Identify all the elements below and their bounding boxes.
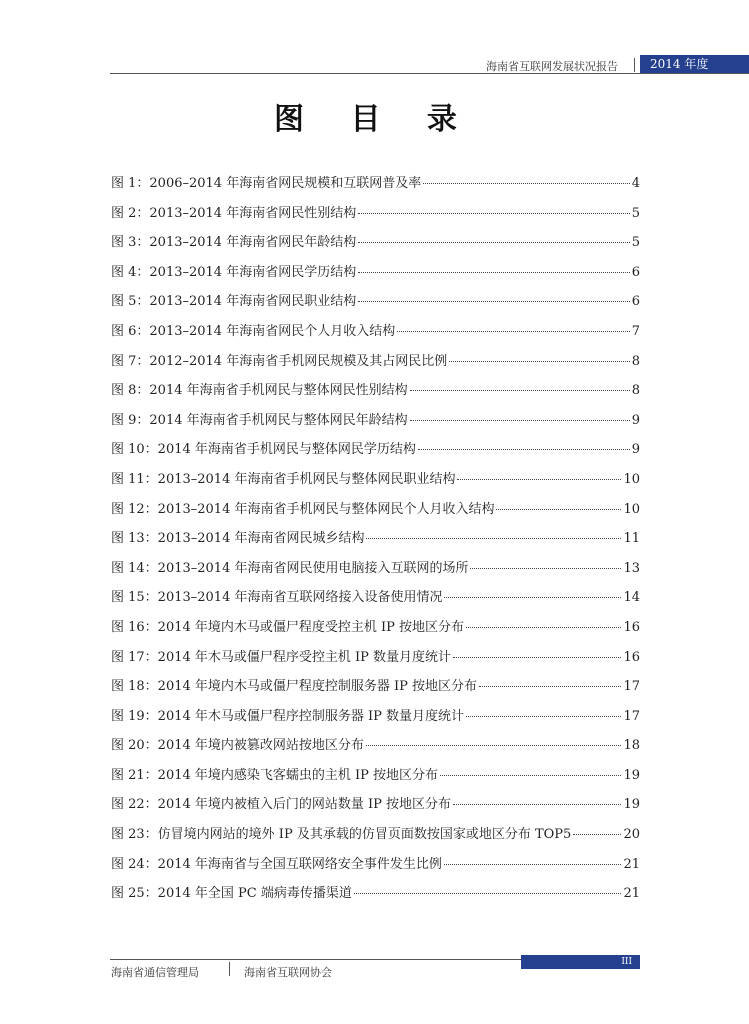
toc-entry-page: 5 (631, 235, 640, 251)
toc-entry-label: 图 21：2014 年境内感染飞客蠕虫的主机 IP 按地区分布 (111, 767, 439, 783)
toc-entry-label: 图 7：2012–2014 年海南省手机网民规模及其占网民比例 (111, 353, 448, 369)
toc-entry-label: 图 12：2013–2014 年海南省手机网民与整体网民个人月收入结构 (111, 501, 495, 517)
toc-entry-page: 19 (623, 797, 640, 813)
footer-separator (229, 962, 230, 976)
toc-entry[interactable] (111, 675, 640, 705)
toc-entry-page: 21 (623, 856, 640, 872)
toc-entry[interactable] (111, 231, 640, 261)
toc-entry-label: 图 17：2014 年木马或僵尸程序受控主机 IP 数量月度统计 (111, 649, 452, 665)
toc-entry-page: 10 (623, 501, 640, 517)
toc-entry-page: 8 (631, 383, 640, 399)
toc-dot-leader (358, 301, 630, 302)
toc-dot-leader (453, 657, 621, 658)
toc-entry[interactable] (111, 646, 640, 676)
toc-dot-leader (410, 420, 630, 421)
toc-entry-page: 9 (631, 442, 640, 458)
toc-entry-label: 图 1：2006–2014 年海南省网民规模和互联网普及率 (111, 176, 422, 191)
toc-dot-leader (354, 893, 622, 894)
toc-entry-page: 5 (631, 205, 640, 221)
toc-dot-leader (573, 834, 621, 835)
toc-entry[interactable] (111, 468, 640, 498)
footer-org-internet-association: 海南省互联网协会 (244, 966, 332, 979)
toc-entry[interactable] (111, 409, 640, 439)
toc-entry-page: 14 (623, 590, 640, 606)
toc-dot-leader (358, 213, 630, 214)
toc-entry[interactable] (111, 261, 640, 291)
toc-entry[interactable] (111, 764, 640, 794)
toc-entry[interactable] (111, 616, 640, 646)
footer-org-telecom: 海南省通信管理局 (111, 966, 199, 979)
toc-entry-page: 7 (631, 323, 640, 339)
toc-list (111, 172, 640, 912)
toc-dot-leader (466, 627, 621, 628)
toc-entry-label: 图 22：2014 年境内被植入后门的网站数量 IP 按地区分布 (111, 797, 452, 813)
toc-entry-page: 11 (623, 531, 640, 547)
toc-entry-page: 10 (623, 471, 640, 487)
header-report-title: 海南省互联网发展状况报告 (486, 60, 618, 73)
toc-entry-page: 6 (631, 294, 640, 310)
toc-dot-leader (366, 745, 622, 746)
toc-entry[interactable] (111, 734, 640, 764)
toc-dot-leader (397, 331, 630, 332)
toc-entry-page: 21 (623, 886, 640, 902)
toc-dot-leader (440, 775, 621, 776)
toc-entry-label: 图 13：2013–2014 年海南省网民城乡结构 (111, 531, 365, 547)
toc-entry-label: 图 15：2013–2014 年海南省互联网络接入设备使用情况 (111, 590, 443, 606)
toc-entry-page: 18 (623, 738, 640, 754)
toc-entry-page: 17 (623, 708, 640, 724)
toc-entry-label: 图 19：2014 年木马或僵尸程序控制服务器 IP 数量月度统计 (111, 708, 465, 724)
toc-entry-label: 图 5：2013–2014 年海南省网民职业结构 (111, 294, 357, 310)
toc-entry-label: 图 20：2014 年境内被篡改网站按地区分布 (111, 738, 364, 754)
toc-entry-label: 图 23：仿冒境内网站的境外 IP 及其承载的仿冒页面数按国家或地区分布 TOP5 (111, 827, 572, 843)
toc-entry-page: 20 (623, 827, 640, 843)
toc-dot-leader (470, 568, 621, 569)
toc-entry[interactable] (111, 320, 640, 350)
toc-entry[interactable] (111, 557, 640, 587)
toc-dot-leader (453, 804, 621, 805)
toc-entry-page: 6 (631, 264, 640, 280)
toc-entry-page: 19 (623, 767, 640, 783)
toc-entry-label: 图 25：2014 年全国 PC 端病毒传播渠道 (111, 886, 352, 902)
toc-entry-label: 图 6：2013–2014 年海南省网民个人月收入结构 (111, 323, 396, 339)
toc-entry-label: 图 18：2014 年境内木马或僵尸程度控制服务器 IP 按地区分布 (111, 679, 478, 695)
toc-entry[interactable] (111, 290, 640, 320)
toc-dot-leader (423, 183, 630, 184)
toc-dot-leader (496, 509, 621, 510)
toc-entry-page: 16 (623, 649, 640, 665)
toc-entry[interactable] (111, 882, 640, 912)
toc-dot-leader (410, 390, 630, 391)
toc-dot-leader (449, 361, 630, 362)
toc-dot-leader (418, 449, 630, 450)
toc-entry-page: 9 (631, 412, 640, 428)
header-year-badge: 2014 年度 (640, 55, 749, 73)
toc-entry-label: 图 16：2014 年境内木马或僵尸程度受控主机 IP 按地区分布 (111, 619, 465, 635)
toc-entry-label: 图 11：2013–2014 年海南省手机网民与整体网民职业结构 (111, 471, 456, 487)
toc-dot-leader (358, 242, 630, 243)
toc-entry[interactable] (111, 793, 640, 823)
toc-entry-label: 图 8：2014 年海南省手机网民与整体网民性别结构 (111, 383, 408, 399)
toc-entry[interactable] (111, 705, 640, 735)
toc-entry[interactable] (111, 172, 640, 202)
toc-dot-leader (444, 864, 622, 865)
page-title: 图 目 录 (274, 102, 475, 137)
toc-dot-leader (444, 597, 621, 598)
toc-entry[interactable] (111, 438, 640, 468)
toc-entry[interactable] (111, 498, 640, 528)
toc-entry-label: 图 10：2014 年海南省手机网民与整体网民学历结构 (111, 442, 416, 458)
toc-entry[interactable] (111, 853, 640, 883)
toc-entry-page: 8 (631, 353, 640, 369)
toc-entry[interactable] (111, 527, 640, 557)
toc-entry[interactable] (111, 379, 640, 409)
toc-dot-leader (479, 686, 621, 687)
toc-entry-label: 图 9：2014 年海南省手机网民与整体网民年龄结构 (111, 412, 408, 428)
toc-entry-label: 图 3：2013–2014 年海南省网民年龄结构 (111, 235, 357, 251)
toc-entry[interactable] (111, 586, 640, 616)
toc-entry[interactable] (111, 350, 640, 380)
toc-dot-leader (466, 716, 621, 717)
toc-dot-leader (457, 479, 621, 480)
footer-page-number-bar: III (521, 955, 640, 969)
toc-entry-label: 图 24：2014 年海南省与全国互联网络安全事件发生比例 (111, 856, 442, 872)
header-rule (110, 73, 749, 74)
toc-dot-leader (366, 538, 621, 539)
toc-dot-leader (358, 272, 630, 273)
toc-entry-page: 13 (623, 560, 640, 576)
toc-entry-label: 图 4：2013–2014 年海南省网民学历结构 (111, 264, 357, 280)
toc-entry[interactable] (111, 202, 640, 232)
toc-entry-label: 图 2：2013–2014 年海南省网民性别结构 (111, 205, 357, 221)
header-separator (634, 58, 635, 72)
toc-entry-page: 16 (623, 619, 640, 635)
toc-entry-label: 图 14：2013–2014 年海南省网民使用电脑接入互联网的场所 (111, 560, 469, 576)
toc-entry-page: 4 (631, 176, 640, 191)
toc-entry-page: 17 (623, 679, 640, 695)
toc-entry[interactable] (111, 823, 640, 853)
